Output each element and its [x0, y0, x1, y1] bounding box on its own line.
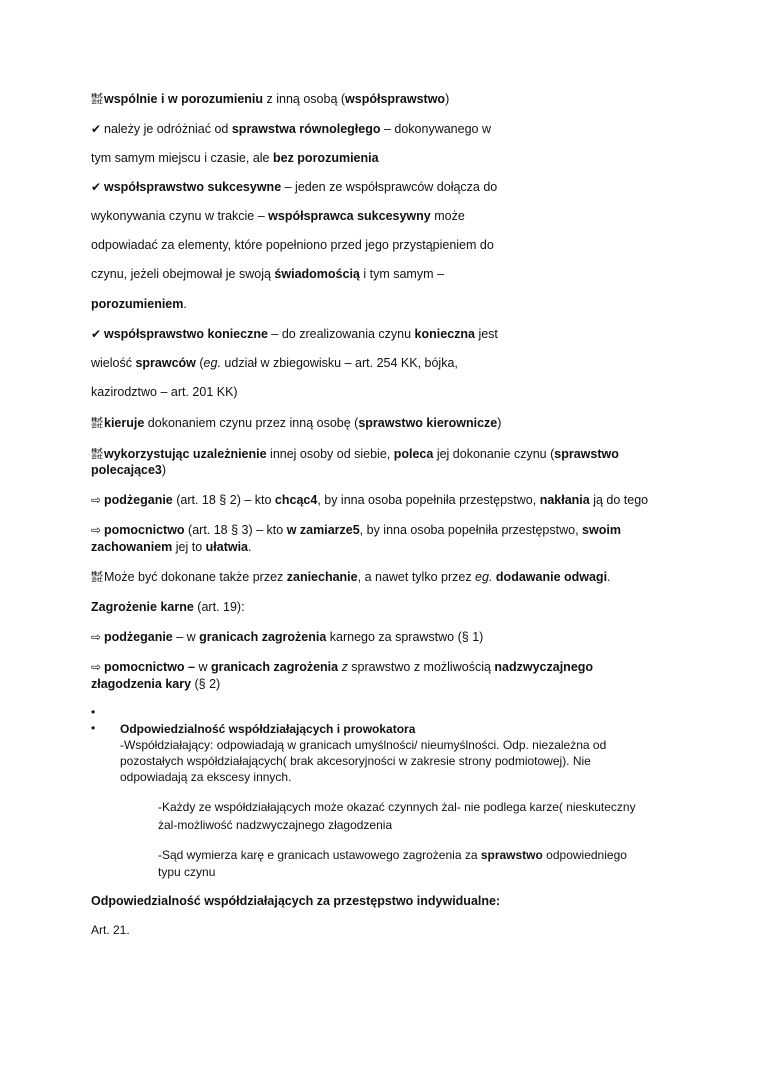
para-rownolegle-2: tym samym miejscu i czasie, ale bez porozumienia — [91, 151, 379, 165]
list-paragraph-line-2: pozostałych współdziałających( brak akcesoryjności w zakresie strony podmiotowej). Nie — [120, 754, 591, 768]
list-bullet: • — [91, 721, 96, 735]
para-rownolegle-1: ✔ należy je odróżniać od sprawstwa równoległego – dokonywanego w — [91, 122, 491, 136]
seal-icon: ㍿ — [91, 447, 104, 461]
para-sukcesywne-1: ✔ współsprawstwo sukcesywne – jeden ze współsprawców dołącza do — [91, 180, 498, 194]
checkmark-icon: ✔ — [91, 180, 102, 194]
arrow-right-icon: ⇨ — [91, 630, 102, 644]
para-pomocnictwo-2: zachowaniem jej to ułatwia. — [91, 540, 252, 554]
para-sukcesywne-3: odpowiadać za elementy, które popełniono przed jego przystąpieniem do — [91, 238, 494, 252]
para-podzeganie-kara: ⇨ podżeganie – w granicach zagrożenia karnego za sprawstwo (§ 1) — [91, 630, 484, 644]
section-heading: Odpowiedzialność współdziałających za przestępstwo indywidualne: — [91, 894, 501, 908]
para-zagrozenie-karne: Zagrożenie karne (art. 19): — [91, 600, 245, 614]
sub-paragraph-2-line-2: typu czynu — [158, 865, 216, 879]
seal-icon: ㍿ — [91, 92, 104, 106]
list-paragraph-line-3: odpowiadają za ekscesy innych. — [120, 770, 292, 784]
para-sukcesywne-2: wykonywania czynu w trakcie – współsprawca sukcesywny może — [91, 209, 465, 223]
para-konieczne-2: wielość sprawców (eg. udział w zbiegowisku – art. 254 KK, bójka, — [91, 356, 458, 370]
para-zaniechanie: ㍿Może być dokonane także przez zaniechanie, a nawet tylko przez eg. dodawanie odwagi. — [91, 570, 611, 584]
para-konieczne-3: kazirodztwo – art. 201 KK) — [91, 385, 238, 399]
para-kieruje: ㍿kieruje dokonaniem czynu przez inną osobę (sprawstwo kierownicze) — [91, 416, 502, 430]
para-uzaleznienie-1: ㍿wykorzystując uzależnienie innej osoby od siebie, poleca jej dokonanie czynu (sprawstwo — [91, 447, 619, 461]
sub-paragraph-1-line-1: -Każdy ze współdziałających może okazać czynnych żal- nie podlega karze( nieskuteczny — [158, 800, 636, 814]
seal-icon: ㍿ — [91, 416, 104, 430]
sub-paragraph-2-line-1: -Sąd wymierza karę e granicach ustawowego zagrożenia za sprawstwo odpowiedniego — [158, 848, 627, 862]
list-paragraph-line-1: -Współdziałający: odpowiadają w granicach umyślności/ nieumyślności. Odp. niezależna od — [120, 738, 607, 752]
para-uzaleznienie-2: polecające3) — [91, 463, 167, 477]
para-podzeganie: ⇨ podżeganie (art. 18 § 2) – kto chcąc4, by inna osoba popełniła przestępstwo, nakłania ją do tego — [91, 493, 649, 507]
list-heading: Odpowiedzialność współdziałających i prowokatora — [120, 722, 416, 736]
seal-icon: ㍿ — [91, 570, 104, 584]
para-pomocnictwo-kara-2: złagodzenia kary (§ 2) — [91, 677, 221, 691]
checkmark-icon: ✔ — [91, 122, 102, 136]
arrow-right-icon: ⇨ — [91, 660, 102, 674]
para-konieczne-1: ✔ współsprawstwo konieczne – do zrealizowania czynu konieczna jest — [91, 327, 498, 341]
para-wspolnie: ㍿wspólnie i w porozumieniu z inną osobą (współsprawstwo) — [91, 92, 450, 106]
arrow-right-icon: ⇨ — [91, 523, 102, 537]
para-pomocnictwo-1: ⇨ pomocnictwo (art. 18 § 3) – kto w zamiarze5, by inna osoba popełniła przestępstwo, swoim — [91, 523, 621, 537]
empty-bullet: • — [91, 705, 96, 719]
article-number: Art. 21. — [91, 923, 130, 937]
sub-paragraph-1-line-2: żal-możliwość nadzwyczajnego złagodzenia — [158, 818, 393, 832]
para-sukcesywne-5: porozumieniem. — [91, 297, 187, 311]
checkmark-icon: ✔ — [91, 327, 102, 341]
para-pomocnictwo-kara-1: ⇨ pomocnictwo – w granicach zagrożenia z sprawstwo z możliwością nadzwyczajnego — [91, 660, 594, 674]
para-sukcesywne-4: czynu, jeżeli obejmował je swoją świadomością i tym samym – — [91, 267, 444, 281]
arrow-right-icon: ⇨ — [91, 493, 102, 507]
